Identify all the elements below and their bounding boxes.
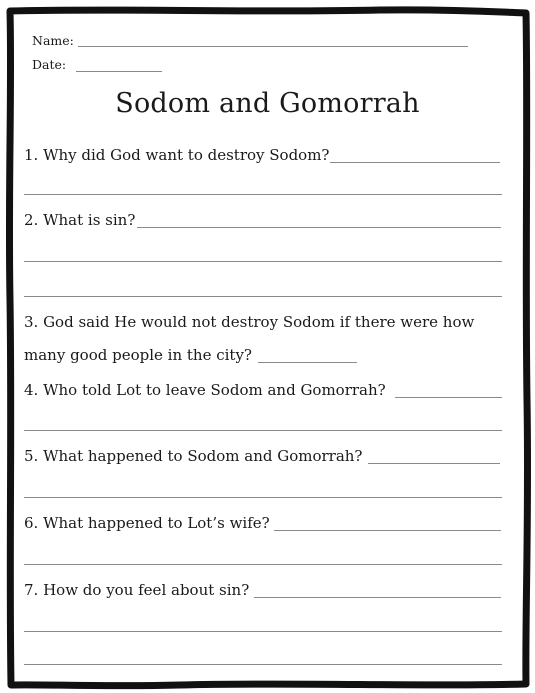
answer-line-5a[interactable] [368, 463, 500, 464]
answer-line-2c[interactable] [24, 296, 502, 297]
name-label: Name: [32, 33, 74, 48]
answer-line-2b[interactable] [24, 261, 502, 262]
question-6: 6. What happened to Lot’s wife? [24, 514, 270, 532]
answer-line-3[interactable] [258, 362, 357, 363]
question-7: 7. How do you feel about sin? [24, 581, 250, 599]
answer-line-6a[interactable] [274, 530, 501, 531]
answer-line-1a[interactable] [330, 162, 500, 163]
name-field-line[interactable] [78, 46, 468, 47]
question-3-continued: many good people in the city? [24, 346, 252, 364]
answer-line-4b[interactable] [24, 430, 502, 431]
question-1: 1. Why did God want to destroy Sodom? [24, 146, 330, 164]
question-2: 2. What is sin? [24, 211, 136, 229]
question-5: 5. What happened to Sodom and Gomorrah? [24, 447, 363, 465]
date-label: Date: [32, 57, 67, 72]
worksheet-title: Sodom and Gomorrah [115, 88, 420, 119]
answer-line-4a[interactable] [395, 397, 502, 398]
answer-line-2a[interactable] [137, 227, 501, 228]
answer-line-7a[interactable] [254, 597, 501, 598]
date-field-line[interactable] [76, 71, 162, 72]
question-3: 3. God said He would not destroy Sodom if there were how [24, 313, 475, 331]
answer-line-7c[interactable] [24, 664, 502, 665]
answer-line-5b[interactable] [24, 497, 502, 498]
answer-line-7b[interactable] [24, 631, 502, 632]
answer-line-1b[interactable] [24, 194, 502, 195]
answer-line-6b[interactable] [24, 564, 502, 565]
question-4: 4. Who told Lot to leave Sodom and Gomorrah? [24, 381, 386, 399]
